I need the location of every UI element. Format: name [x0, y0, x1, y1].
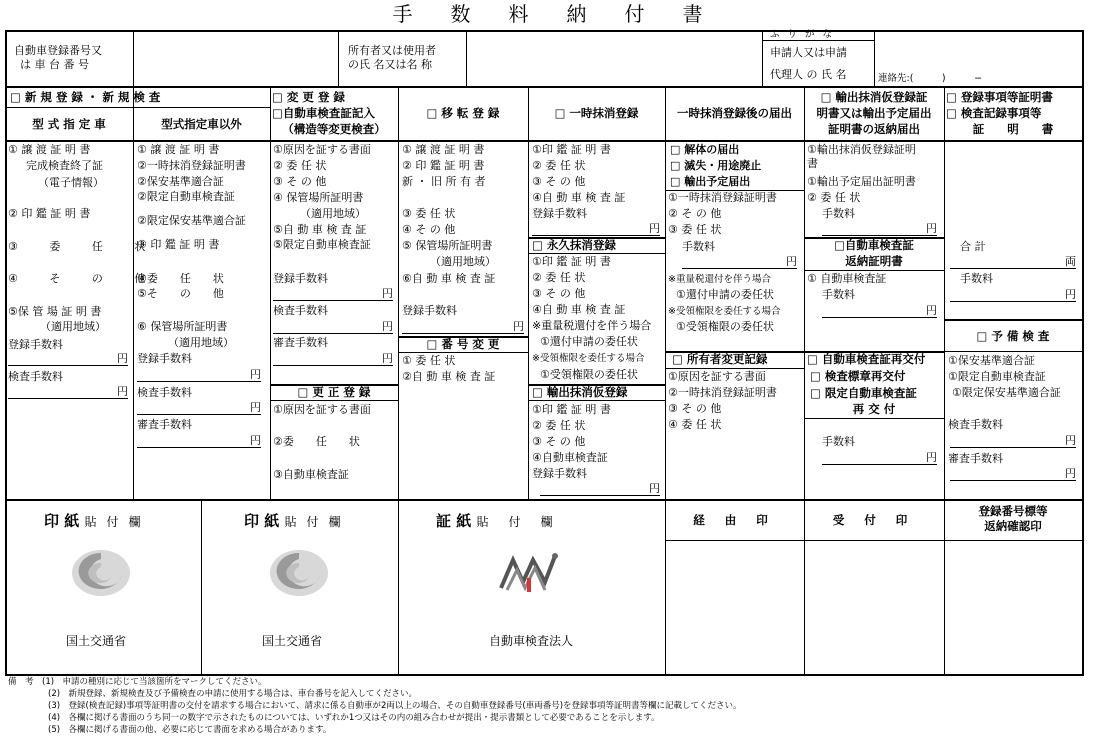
header-owner-change: □ 所有者変更記録	[672, 352, 768, 366]
header-correction: □ 更 正 登 録	[297, 385, 371, 399]
note-line: (3) 登録(検査記録)事項等証明書の交付を請求する場合において、請求に係る自動車が2両以上の場合、その自動車登録番号(車両番号)を登録事項等証明書等欄に記載してください。	[48, 701, 742, 711]
export-temp-item: ①印 鑑 証 明 書	[532, 403, 611, 416]
col5-fee-amount[interactable]: 円	[532, 222, 660, 236]
return-cert-item: ① 自動車検査証	[807, 272, 887, 285]
col2-item: ②限定保安基準適合証	[137, 214, 246, 227]
header-return-cert: □自動車検査証	[834, 238, 914, 252]
col2-item: ⑥ 保管場所証明書	[137, 320, 228, 333]
number-change-item: ① 委 任 状	[402, 354, 456, 367]
col3-item: ② 委 任 状	[273, 159, 327, 172]
prelim-fee-amount[interactable]: 円	[950, 467, 1076, 481]
col7-item: ② 委 任 状	[807, 191, 861, 204]
col6-item: ①還付申請の委任状	[676, 288, 774, 301]
col6-fee-label: 手数料	[682, 240, 715, 253]
permanent-item: ※受領権限を委任する場合	[532, 353, 645, 364]
col6-item: ①一時抹消登録証明書	[668, 191, 777, 204]
mlit-label-1: 国土交通省	[66, 634, 127, 648]
col6-check-item[interactable]: □ 輸出予定届出	[670, 175, 751, 188]
mlit-label-2: 国土交通省	[262, 634, 323, 648]
col6-item: ③ 委 任 状	[668, 223, 722, 236]
col3-fee-amount[interactable]: 円	[273, 287, 393, 301]
col6-item: ※重量税還付を伴う場合	[668, 274, 771, 285]
col5-item: ③ そ の 他	[532, 175, 586, 188]
col4-item: ⑤ 保管場所証明書	[402, 239, 493, 252]
col2-item: ① 譲 渡 証 明 書	[137, 143, 220, 156]
col1-item: （電子情報）	[38, 176, 104, 189]
header-sticker-reissue: □ 検査標章再交付	[810, 369, 906, 383]
correction-item: ①原因を証する書面	[273, 403, 371, 416]
header-reissue: □ 自動車検査証再交付	[807, 352, 926, 366]
header-export-cert-3: 証明書の返納届出	[828, 122, 920, 136]
export-temp-item: ③ そ の 他	[532, 435, 586, 448]
col7-fee-label: 手数料	[822, 207, 855, 220]
owner-label-2: の氏 名又は名 称	[348, 58, 432, 71]
col1-item: ⑤保 管 場 証 明 書	[8, 305, 102, 318]
owner-change-item: ④ 委 任 状	[668, 418, 722, 431]
col2-fee-amount[interactable]: 円	[137, 434, 261, 448]
owner-change-item: ②一時抹消登録証明書	[668, 386, 777, 399]
prelim-fee-label: 審査手数料	[948, 452, 1003, 465]
reissue-fee-amount[interactable]: 円	[822, 451, 937, 465]
col5-item: ② 委 任 状	[532, 159, 586, 172]
col2-item: ②一時抹消登録証明書	[137, 159, 246, 172]
col6-check-item[interactable]: □ 滅失・用途廃止	[670, 159, 762, 172]
header-number-change: □ 番 号 変 更	[426, 337, 500, 351]
via-stamp-label: 経 由 印	[693, 513, 776, 527]
page-title: 手数料納付書	[392, 2, 741, 26]
reg-no-label-1: 自動車登録番号又	[14, 44, 102, 57]
prelim-item: ①保安基準適合証	[948, 354, 1035, 367]
correction-item: ③自動車検査証	[273, 468, 349, 481]
permanent-item: ①印 鑑 証 明 書	[532, 255, 611, 268]
owner-change-item: ①原因を証する書面	[668, 370, 766, 383]
col2-fee-label: 審査手数料	[137, 418, 192, 431]
contact-label: 連絡先:( ) −	[878, 73, 983, 84]
owner-change-item: ③ そ の 他	[668, 402, 722, 415]
furigana-label: ふりがな	[770, 29, 841, 40]
col2-fee-label: 検査手数料	[137, 386, 192, 399]
col1-item: ② 印 鑑 証 明 書	[8, 207, 91, 220]
number-change-item: ②自 動 車 検 査 証	[402, 370, 496, 383]
header-permanent-cancel: □ 永久抹消登録	[532, 238, 616, 252]
col1-item: 完成検査終了証	[26, 159, 103, 172]
header-export-temp: □ 輸出抹消仮登録	[532, 385, 628, 399]
col2-item: （適用地域）	[168, 336, 234, 349]
col3-item: ③ そ の 他	[273, 175, 327, 188]
return-cert-fee-amount[interactable]: 円	[822, 304, 937, 318]
header-after-temp: 一時抹消登録後の届出	[677, 106, 792, 120]
col3-fee-label: 審査手数料	[273, 336, 328, 349]
col3-fee-label: 登録手数料	[273, 272, 328, 285]
prelim-item: ①限定保安基準適合証	[952, 386, 1061, 399]
col1-fee-label: 登録手数料	[8, 338, 63, 351]
col5-fee-label: 登録手数料	[532, 207, 587, 220]
col3-fee-label: 検査手数料	[273, 304, 328, 317]
col2-fee-amount[interactable]: 円	[137, 368, 261, 382]
note-line: (4) 各欄に掲げる書面のうち同一の数字で示されたものについては、いずれか1つ又はその内の組み合わせが提出・提示書類として必要であることを示します。	[48, 713, 660, 723]
col3-item: ⑤自 動 車 検 査 証	[273, 223, 367, 236]
col6-item: ② そ の 他	[668, 207, 722, 220]
col4-item: （適用地域）	[430, 255, 496, 268]
col3-fee-amount[interactable]: 円	[273, 320, 393, 334]
col2-item: ②限定自動車検査証	[137, 190, 235, 203]
plate-return-label-1: 登録番号標等	[978, 504, 1048, 518]
col6-check-item[interactable]: □ 解体の届出	[670, 143, 740, 156]
plate-return-label-2: 返納確認印	[984, 519, 1042, 533]
col1-item: ③ 委 任 状	[8, 240, 160, 253]
frame-top	[5, 30, 1084, 32]
col5-item: ①印 鑑 証 明 書	[532, 143, 611, 156]
total-label: 合 計	[960, 240, 986, 253]
col7-item: 書	[807, 157, 818, 170]
reissue-fee-label: 手数料	[822, 435, 855, 448]
col2-fee-label: 登録手数料	[137, 352, 192, 365]
col7-item: ①輸出予定届出証明書	[807, 175, 916, 188]
naltec-logo-icon	[497, 548, 561, 596]
header-structure-change: （構造等変更検査）	[282, 122, 386, 136]
col4-fee-amount[interactable]: 円	[402, 320, 524, 334]
header-inspection-record: □ 検査記録事項等	[946, 106, 1042, 120]
applicant-label-1: 申請人又は申請	[770, 46, 847, 59]
col2-item: ④委 任 状	[137, 272, 224, 285]
col7-item: ①輸出抹消仮登録証明	[807, 143, 916, 156]
permanent-item: ③ そ の 他	[532, 287, 586, 300]
col1-item: ④ そ の 他	[8, 272, 160, 285]
header-reissue-2: 再 交 付	[852, 402, 896, 416]
col4-fee-label: 登録手数料	[402, 304, 457, 317]
col8-fee-amount[interactable]: 円	[950, 288, 1076, 302]
reg-no-label-2: は 車 台 番 号	[20, 58, 89, 71]
col1-item: ① 譲 渡 証 明 書	[8, 143, 91, 156]
header-non-type: 型式指定車以外	[161, 117, 242, 131]
col6-item: ①受領権限の委任状	[676, 320, 774, 333]
col8-fee-label: 手数料	[960, 272, 993, 285]
permanent-item: ①受領権限の委任状	[540, 368, 638, 381]
export-temp-item: ② 委 任 状	[532, 419, 586, 432]
header-reg-matter-cert: □ 登録事項等証明書	[946, 90, 1053, 104]
frame-right	[1082, 30, 1084, 675]
header-certificate: 証 明 書	[972, 122, 1054, 136]
permanent-item: ①還付申請の委任状	[540, 335, 638, 348]
col2-item: ②保安基準適合証	[137, 175, 224, 188]
export-temp-item: ④自動車検査証	[532, 451, 608, 464]
applicant-label-2: 代理人 の 氏 名	[770, 68, 847, 81]
header-return-cert-2: 返納証明書	[845, 254, 903, 268]
header-temp-cancel: □ 一時抹消登録	[554, 106, 639, 120]
mlit-logo-icon	[268, 545, 330, 597]
owner-label-1: 所有者又は使用者	[348, 44, 436, 57]
col2-item: ⑤そ の 他	[137, 287, 224, 300]
col1-item: （適用地域）	[40, 320, 106, 333]
header-export-cert-1: □ 輸出抹消仮登録証	[820, 90, 928, 104]
col2-fee-amount[interactable]: 円	[137, 401, 261, 415]
total-count[interactable]: 両	[950, 255, 1076, 269]
col1-fee-amount[interactable]: 円	[8, 352, 128, 366]
prelim-item: ①限定自動車検査証	[948, 370, 1046, 383]
col6-fee-amount[interactable]: 円	[682, 255, 797, 269]
export-temp-fee-amount[interactable]: 円	[540, 482, 660, 496]
col4-item: ② 印 鑑 証 明 書	[402, 159, 485, 172]
export-temp-fee-label: 登録手数料	[532, 467, 587, 480]
col3-fee-amount[interactable]: 円	[273, 352, 393, 366]
col2-item: ③ 印 鑑 証 明 書	[137, 238, 220, 251]
correction-item: ②委 任 状	[273, 435, 360, 448]
notes-section	[8, 676, 742, 736]
note-line: (2) 新規登録、新規検査及び予備検査の申請に使用する場合は、車台番号を記入してください。	[48, 689, 418, 699]
col4-item: ① 譲 渡 証 明 書	[402, 143, 485, 156]
col1-fee-label: 検査手数料	[8, 370, 63, 383]
note-line: (5) 各欄に掲げる書面の他、必要に応じて書面を求める場合があります。	[48, 725, 332, 735]
col3-item: ①原因を証する書面	[273, 143, 371, 156]
col4-item: 新 ・ 旧 所 有 者	[402, 175, 486, 188]
stamp-area-1-label: 印 紙 貼付欄	[44, 512, 151, 530]
header-new-registration: □ 新 規 登 録 ・ 新 規 検 査	[10, 90, 161, 104]
col3-item: ⑤限定自動車検査証	[273, 238, 371, 251]
col4-item: ⑥自 動 車 検 査 証	[402, 272, 496, 285]
header-limited-reissue: □ 限定自動車検査証	[810, 386, 917, 400]
permanent-item: ② 委 任 状	[532, 271, 586, 284]
stamp-area-2-label: 印 紙 貼付欄	[244, 512, 351, 530]
col3-item: （適用地域）	[300, 207, 366, 220]
naltec-label: 自動車検査法人	[489, 634, 574, 648]
return-cert-fee-label: 手数料	[822, 288, 855, 301]
note-line: 備 考 (1) 申請の種別に応じて当該箇所をマークしてください。	[8, 677, 267, 687]
permanent-item: ④自 動 車 検 査 証	[532, 303, 626, 316]
col5-item: ④自 動 車 検 査 証	[532, 191, 626, 204]
header-export-cert-2: 明書又は輸出予定届出	[816, 106, 932, 120]
col3-item: ④ 保管場所証明書	[273, 191, 364, 204]
received-stamp-label: 受 付 印	[832, 513, 916, 527]
col7-fee-amount[interactable]: 円	[822, 222, 937, 236]
header-preliminary: □ 予 備 検 査	[976, 329, 1050, 343]
permanent-item: ※重量税還付を伴う場合	[532, 319, 652, 332]
mlit-logo-icon	[70, 545, 132, 597]
col4-item: ③ 委 任 状	[402, 207, 456, 220]
col6-item: ※受領権限を委任する場合	[668, 306, 781, 317]
prelim-fee-label: 検査手数料	[948, 418, 1003, 431]
prelim-fee-amount[interactable]: 円	[950, 434, 1076, 448]
cert-stamp-label: 証 紙 貼付欄	[436, 512, 573, 530]
header-change-registration: □ 変 更 登 録	[272, 90, 345, 104]
header-inspection-note: □自動車検査証記入	[272, 106, 375, 120]
header-transfer: □ 移 転 登 録	[426, 106, 500, 120]
col1-fee-amount[interactable]: 円	[8, 385, 128, 399]
header-type-designated: 型 式 指 定 車	[32, 117, 106, 131]
col4-item: ④ そ の 他	[402, 223, 456, 236]
